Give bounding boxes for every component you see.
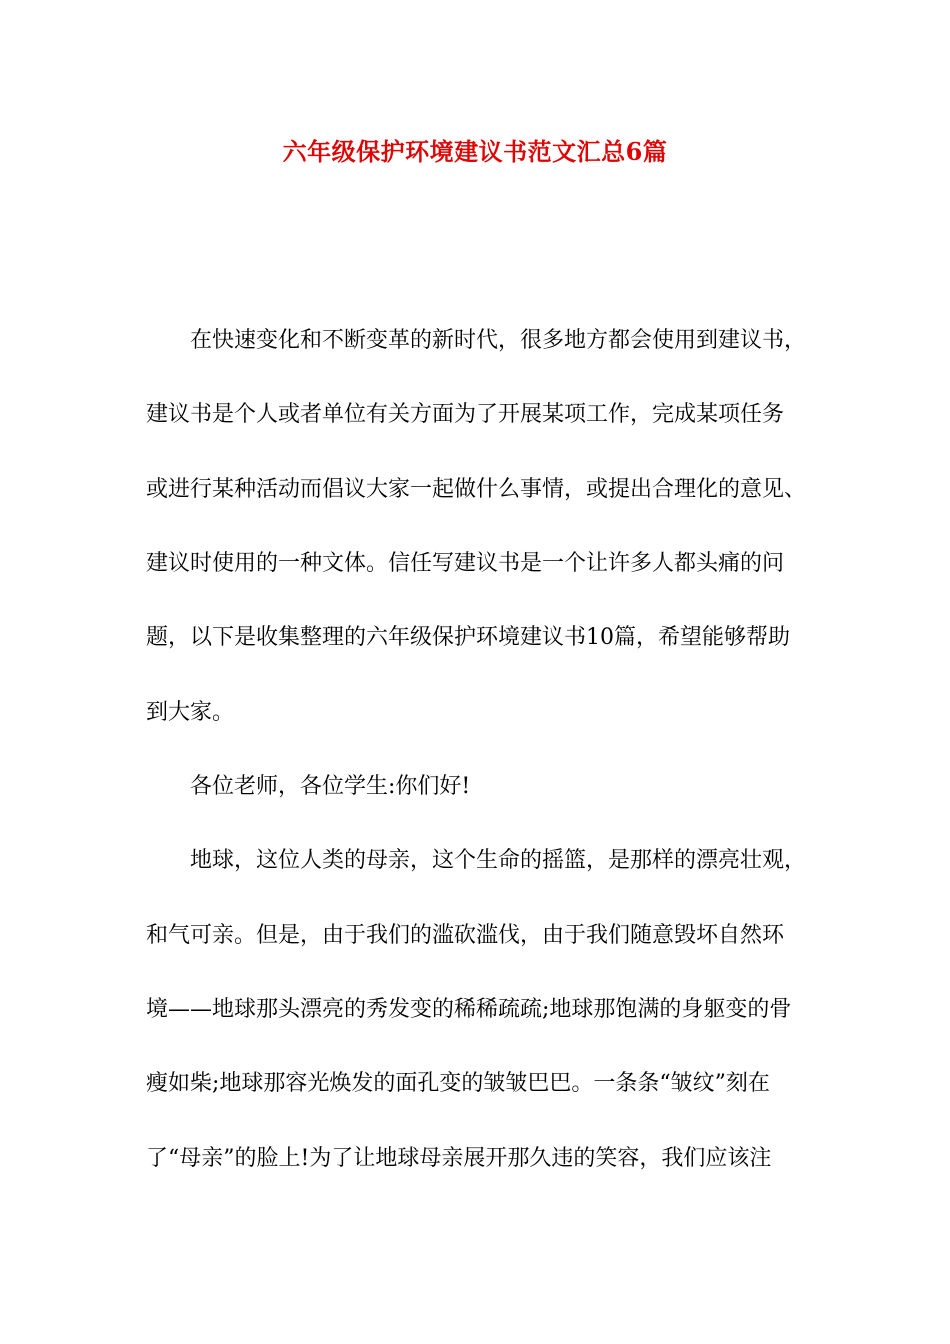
- paragraph-line: 建议书是个人或者单位有关方面为了开展某项工作，完成某项任务: [146, 402, 785, 427]
- paragraph-line: 瘦如柴;地球那容光焕发的面孔变的皱皱巴巴。一条条“皱纹”刻在: [146, 1071, 770, 1096]
- paragraph-line: 到大家。: [146, 700, 235, 725]
- paragraph-line: 地球，这位人类的母亲，这个生命的摇篮，是那样的漂亮壮观，: [190, 848, 807, 873]
- paragraph-line: 在快速变化和不断变革的新时代，很多地方都会使用到建议书，: [190, 328, 807, 353]
- paragraph-line: 了“母亲”的脸上!为了让地球母亲展开那久违的笑容，我们应该注: [146, 1146, 772, 1171]
- document-title: 六年级保护环境建议书范文汇总6篇: [282, 137, 668, 166]
- paragraph-line: 各位老师，各位学生:你们好!: [190, 774, 471, 799]
- paragraph-line: 建议时使用的一种文体。信任写建议书是一个让许多人都头痛的问: [146, 551, 785, 576]
- paragraph-line: 境——地球那头漂亮的秀发变的稀稀疏疏;地球那饱满的身躯变的骨: [146, 997, 792, 1022]
- paragraph-line: 和气可亲。但是，由于我们的滥砍滥伐，由于我们随意毁坏自然环: [146, 923, 785, 948]
- paragraph-line: 题，以下是收集整理的六年级保护环境建议书10篇，希望能够帮助: [146, 625, 790, 650]
- paragraph-line: 或进行某种活动而倡议大家一起做什么事情，或提出合理化的意见、: [146, 477, 807, 502]
